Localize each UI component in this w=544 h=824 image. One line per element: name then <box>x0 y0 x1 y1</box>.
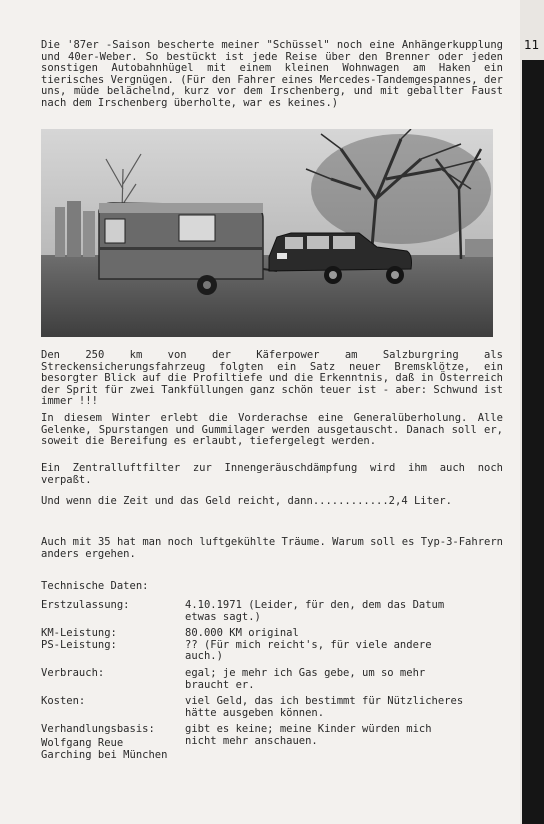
spec-label: Erstzulassung: <box>41 599 130 611</box>
spec-value: gibt es keine; meine Kinder würden mich nicht mehr anschauen. <box>185 723 432 747</box>
spec-row-verbrauch <box>41 668 501 691</box>
spec-label: Kosten: <box>41 695 86 708</box>
paragraph-vorderachse: In diesem Winter erlebt die Vorderachse eine Generalüberholung. Alle Gelenke, Spurstangen und Gummilager werden ausgetauscht. Danach soll er, soweit die Bereifung es erlaubt, tiefergelegt werden. <box>41 412 503 448</box>
photo-car-with-caravan <box>41 129 493 337</box>
author-place: Garching bei München <box>41 748 168 761</box>
spec-label: Verhandlungsbasis: <box>41 723 155 736</box>
spec-row-kosten <box>41 696 501 719</box>
spec-label: PS-Leistung: <box>41 638 117 651</box>
specs-heading: Technische Daten: <box>41 580 149 592</box>
spec-value: ?? (Für mich reicht's, für viele andere auch.) <box>185 638 432 663</box>
black-edge-bar <box>522 60 544 824</box>
spec-label: KM-Leistung: <box>41 627 117 640</box>
spec-row-ps-leistung <box>41 640 501 663</box>
author-name: Wolfgang Reue <box>41 737 124 749</box>
specs-table <box>41 600 501 753</box>
spec-row-erstzulassung <box>41 600 501 623</box>
paragraph-anhaengerkupplung: Die '87er -Saison bescherte meiner "Schüssel" noch eine Anhängerkupplung und 40er-Weber. So bestückt ist jede Reise über den Brenner oder jeden sonstigen Autobahnhügel mit einem kleinen Wohnwagen am Haken ein tierisches Vergnügen. (Für den Fahrer eines Mercedes-Tandemgespannes, der uns, müde belächelnd, kurz vor dem Irschenberg, und mit geballter Faust nach dem Irschenberg überholte, war es keines.) <box>41 39 503 109</box>
spec-value: viel Geld, das ich bestimmt für Nützlicheres hätte ausgeben können. <box>185 695 464 719</box>
spec-label: Verbrauch: <box>41 666 105 679</box>
paragraph-luftfilter: Ein Zentralluftfilter zur Innengeräuschdämpfung wird ihm auch noch verpaßt. <box>41 462 503 486</box>
spec-value: egal; je mehr ich Gas gebe, um so mehr braucht er. <box>185 666 426 691</box>
paragraph-zeit-und-geld: Und wenn die Zeit und das Geld reicht, dann............2,4 Liter. <box>41 495 452 507</box>
page-number: 11 <box>524 38 540 52</box>
author-signature <box>41 738 167 761</box>
spec-value: 80.000 KM original <box>185 627 299 640</box>
paragraph-salzburgring: Den 250 km von der Käferpower am Salzburgring als Streckensicherungsfahrzeug folgten ein Satz neuer Bremsklötze, ein besorgter Blick auf die Profiltiefe und die Erkenntnis, daß in Österreich der Sprit für zwei Tankfüllungen ganz schön teuer ist - aber: Schwund ist immer !!! <box>41 349 503 408</box>
spec-value: 4.10.1971 (Leider, für den, dem das Datum etwas sagt.) <box>185 599 445 623</box>
paragraph-traeume: Auch mit 35 hat man noch luftgekühlte Träume. Warum soll es Typ-3-Fahrern anders ergehen. <box>41 536 503 560</box>
